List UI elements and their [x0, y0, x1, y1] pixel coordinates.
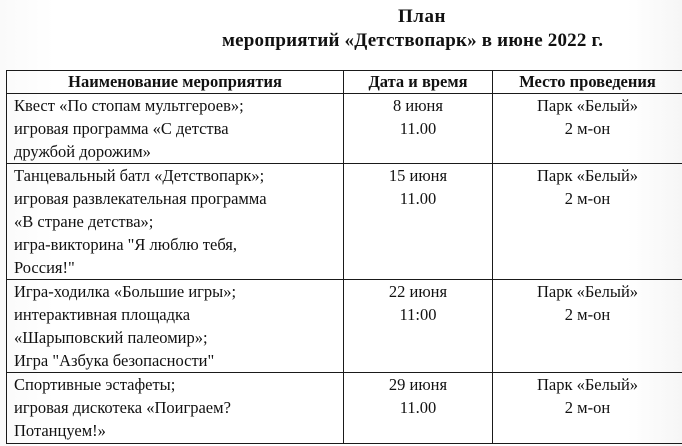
event-time: 11:00 — [399, 305, 437, 324]
event-name-line: Игра "Азбука безопасности" — [14, 351, 215, 370]
event-time: 11.00 — [399, 189, 437, 208]
event-date-cell — [344, 373, 493, 444]
event-name-line: Квест «По стопам мультгероев»; — [14, 96, 244, 115]
event-name-line: Игра-ходилка «Большие игры»; — [14, 282, 237, 301]
event-date: 8 июня — [393, 96, 443, 115]
event-place: Парк «Белый» — [536, 282, 639, 301]
table-row — [7, 373, 682, 444]
event-place: Парк «Белый» — [536, 375, 639, 394]
event-name-cell — [7, 94, 344, 164]
event-place-cell — [493, 94, 682, 164]
event-district: 2 м-он — [564, 119, 611, 138]
event-date-cell — [344, 94, 493, 164]
event-time: 11.00 — [399, 398, 437, 417]
event-place: Парк «Белый» — [536, 166, 639, 185]
event-date-cell — [344, 164, 493, 280]
event-name-line: игровая развлекательная программа — [14, 189, 267, 208]
event-name-cell — [7, 164, 344, 280]
event-place-cell — [493, 280, 682, 373]
event-name-cell — [7, 373, 344, 444]
event-name-line: «Шарыповский палеомир»; — [14, 328, 208, 347]
event-place-cell — [493, 164, 682, 280]
event-name-line: игровая программа «С детства — [14, 119, 229, 138]
event-time: 11.00 — [399, 119, 437, 138]
column-header-name: Наименование мероприятия — [7, 71, 344, 94]
event-name-line: «В стране детства»; — [14, 212, 154, 231]
event-name-line: дружбой дорожим» — [14, 142, 151, 161]
event-name-line: Спортивные эстафеты; — [14, 375, 176, 394]
event-place: Парк «Белый» — [536, 96, 639, 115]
event-name-line: Россия!" — [14, 258, 75, 277]
table-row — [7, 164, 682, 280]
event-name-line: Потанцуем!» — [14, 421, 106, 440]
event-district: 2 м-он — [564, 398, 611, 417]
event-district: 2 м-он — [564, 189, 611, 208]
table-row — [7, 280, 682, 373]
event-name-line: Танцевальный батл «Детствопарк»; — [14, 166, 265, 185]
column-header-place: Место проведения — [493, 71, 682, 94]
document-subtitle: мероприятий «Детствопарк» в июне 2022 г. — [222, 30, 604, 51]
document-title: План — [398, 6, 446, 27]
event-name-line: игра-викторина "Я люблю тебя, — [14, 235, 238, 254]
event-date: 29 июня — [388, 375, 448, 394]
event-name-line: интерактивная площадка — [14, 305, 191, 324]
table-row — [7, 94, 682, 164]
table-header-row — [7, 71, 682, 94]
event-date-cell — [344, 280, 493, 373]
column-header-date: Дата и время — [344, 71, 493, 94]
event-place-cell — [493, 373, 682, 444]
event-name-cell — [7, 280, 344, 373]
events-table — [6, 70, 682, 444]
event-district: 2 м-он — [564, 305, 611, 324]
event-date: 22 июня — [388, 282, 448, 301]
event-date: 15 июня — [388, 166, 448, 185]
event-name-line: игровая дискотека «Поиграем? — [14, 398, 231, 417]
